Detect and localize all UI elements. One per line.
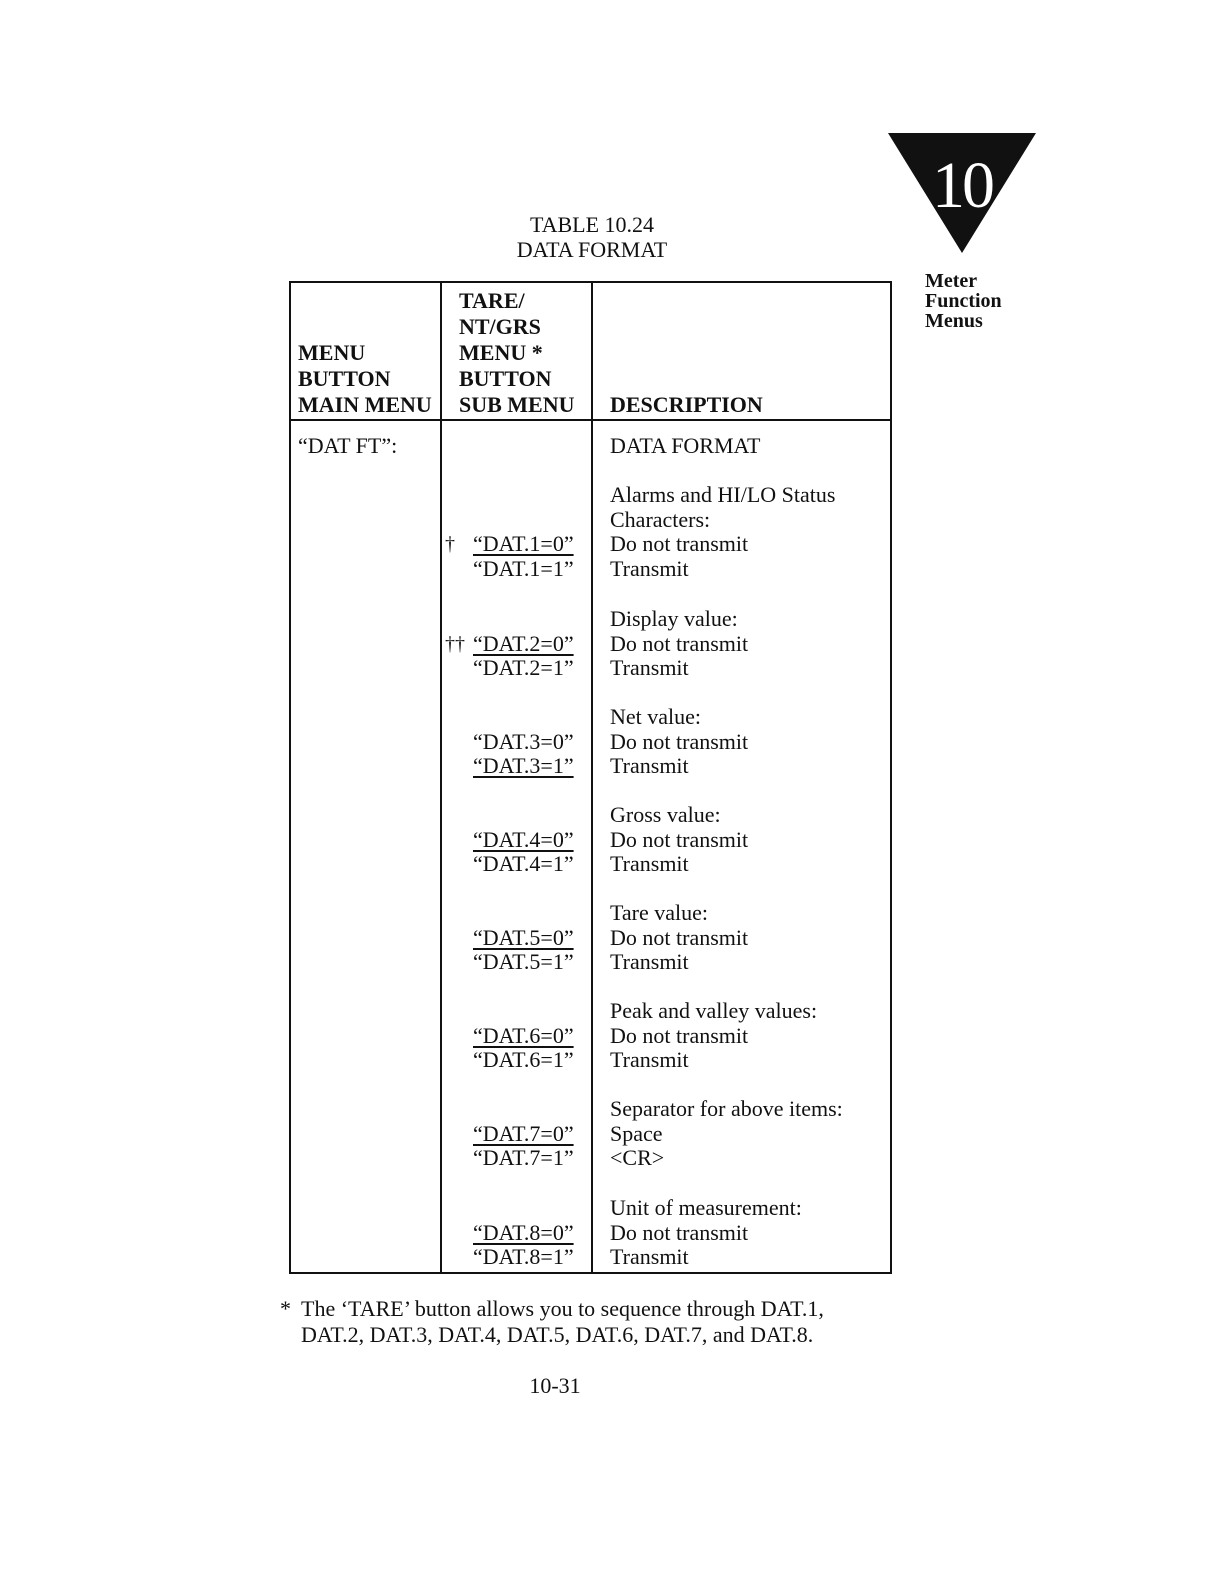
column-divider bbox=[440, 283, 442, 1272]
option-description: Do not transmit bbox=[610, 728, 749, 754]
option-description: Transmit bbox=[610, 949, 689, 974]
option-group-heading: Gross value: bbox=[610, 802, 721, 827]
menu-code: “DAT.2=0” bbox=[473, 630, 574, 656]
dagger-mark: †† bbox=[445, 632, 465, 655]
option-description: Transmit bbox=[610, 1047, 689, 1072]
option-group-heading: Net value: bbox=[610, 704, 702, 729]
menu-code: “DAT.3=1” bbox=[473, 753, 574, 778]
option-group-heading: Peak and valley values: bbox=[610, 998, 818, 1023]
header-main-menu bbox=[298, 340, 432, 418]
option-description: Space bbox=[610, 1120, 663, 1146]
footnote-marker: * bbox=[280, 1296, 291, 1321]
menu-code: “DAT.7=0” bbox=[473, 1120, 574, 1146]
option-group-heading: Characters: bbox=[610, 506, 711, 532]
header-line: MENU * bbox=[459, 340, 543, 365]
header-line: MAIN MENU bbox=[298, 392, 432, 417]
page-number: 10-31 bbox=[529, 1373, 581, 1398]
option-description: Transmit bbox=[610, 753, 689, 778]
menu-code: “DAT.1=0” bbox=[473, 531, 574, 556]
option-group-heading: Tare value: bbox=[610, 900, 709, 925]
option-description: Do not transmit bbox=[610, 1022, 749, 1048]
option-group-heading: Display value: bbox=[610, 606, 738, 631]
option-group-heading: Separator for above items: bbox=[610, 1096, 843, 1121]
data-format-table bbox=[289, 281, 892, 1274]
header-line: SUB MENU bbox=[459, 392, 575, 417]
header-line: DESCRIPTION bbox=[610, 392, 763, 417]
chapter-side-label bbox=[925, 271, 1002, 331]
table-title bbox=[390, 212, 794, 262]
chapter-tab bbox=[888, 133, 1036, 253]
option-description: Do not transmit bbox=[610, 924, 749, 950]
menu-code: “DAT.6=1” bbox=[473, 1047, 574, 1072]
option-description: Transmit bbox=[610, 655, 689, 680]
option-description: Do not transmit bbox=[610, 630, 749, 656]
column-divider bbox=[591, 283, 593, 1272]
header-line: TARE/ bbox=[459, 288, 525, 313]
header-line: BUTTON bbox=[459, 366, 552, 391]
description-title: DATA FORMAT bbox=[610, 433, 761, 458]
chapter-number: 10 bbox=[932, 149, 992, 222]
header-line: MENU bbox=[298, 340, 366, 365]
table-number: TABLE 10.24 bbox=[529, 212, 655, 237]
side-label-line: Meter bbox=[925, 270, 978, 292]
option-group-heading: Unit of measurement: bbox=[610, 1195, 802, 1220]
table-caption: DATA FORMAT bbox=[516, 237, 668, 262]
option-description: Transmit bbox=[610, 1244, 689, 1269]
option-description: Do not transmit bbox=[610, 826, 749, 852]
side-label-line: Menus bbox=[925, 310, 983, 332]
menu-code: “DAT.8=1” bbox=[473, 1244, 574, 1269]
menu-code: “DAT.6=0” bbox=[473, 1022, 574, 1048]
option-group-heading: Alarms and HI/LO Status bbox=[610, 482, 836, 507]
option-description: Do not transmit bbox=[610, 1219, 749, 1245]
side-label-line: Function bbox=[925, 290, 1002, 312]
menu-code: “DAT.4=1” bbox=[473, 851, 574, 876]
menu-code: “DAT.8=0” bbox=[473, 1219, 574, 1245]
menu-code: “DAT.2=1” bbox=[473, 655, 574, 680]
option-description: <CR> bbox=[610, 1145, 665, 1170]
footnote-text: The ‘TARE’ button allows you to sequence through DAT.1, DAT.2, DAT.3, DAT.4, DAT.5, DAT.6, DAT.7, and DAT.8. bbox=[301, 1296, 824, 1347]
menu-code: “DAT.7=1” bbox=[473, 1145, 574, 1170]
header-description bbox=[610, 392, 763, 418]
option-description: Do not transmit bbox=[610, 531, 749, 556]
dagger-mark: † bbox=[445, 533, 455, 555]
header-line: NT/GRS bbox=[459, 314, 541, 339]
header-line: BUTTON bbox=[298, 366, 391, 391]
header-sub-menu bbox=[459, 288, 575, 418]
option-description: Transmit bbox=[610, 555, 689, 581]
menu-code: “DAT.5=1” bbox=[473, 949, 574, 974]
main-menu-entry: “DAT FT”: bbox=[298, 433, 398, 458]
menu-code: “DAT.1=1” bbox=[473, 555, 574, 581]
menu-code: “DAT.3=0” bbox=[473, 728, 574, 754]
menu-code: “DAT.5=0” bbox=[473, 924, 574, 950]
header-divider bbox=[291, 419, 890, 421]
option-description: Transmit bbox=[610, 851, 689, 876]
menu-code: “DAT.4=0” bbox=[473, 826, 574, 852]
